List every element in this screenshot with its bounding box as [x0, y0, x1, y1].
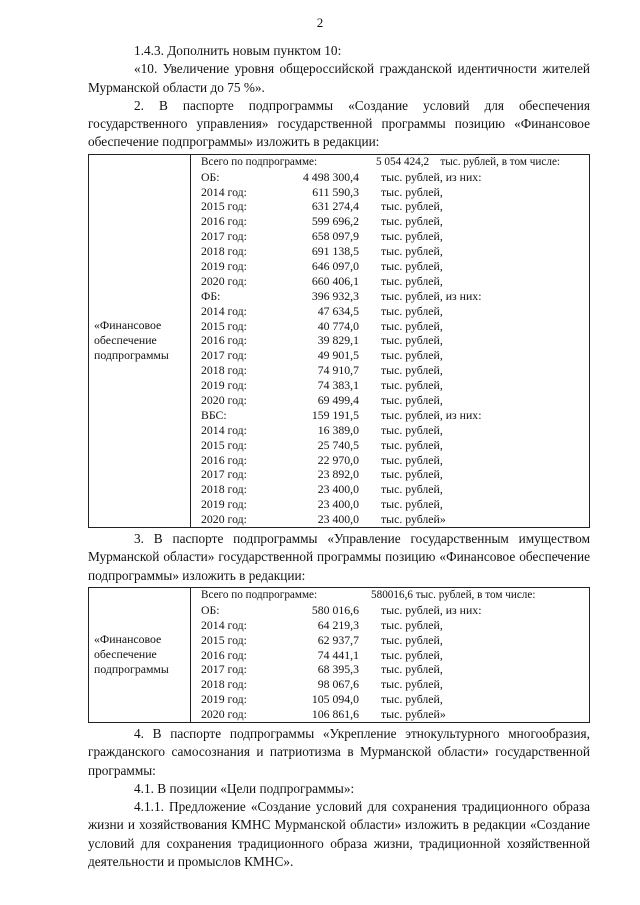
row-value: 49 901,5	[317, 348, 359, 363]
row-value: 611 590,3	[312, 184, 359, 199]
row-label: 2016 год:	[201, 214, 247, 229]
row-label: 2016 год:	[201, 452, 247, 467]
row-unit: тыс. рублей,	[381, 632, 443, 647]
row-unit: тыс. рублей,	[381, 617, 443, 632]
row-label: 2016 год:	[201, 333, 247, 348]
row-value: 68 395,3	[317, 662, 359, 677]
table-row	[201, 393, 589, 408]
row-label: ОБ:	[201, 169, 220, 184]
row-unit: тыс. рублей,	[381, 273, 443, 288]
table-row	[201, 289, 589, 304]
paragraph-section-2: 2. В паспорте подпрограммы «Создание условий для обеспечения государственного управления» государственной программы позицию «Финансовое обеспечение подпрограммы» изложить в редакции:	[88, 97, 590, 150]
row-label: ВБС:	[201, 407, 227, 422]
row-label: 2017 год:	[201, 662, 247, 677]
table-row	[201, 633, 589, 648]
row-label: 2015 год:	[201, 318, 247, 333]
paragraph-section-3: 3. В паспорте подпрограммы «Управление государственным имуществом Мурманской области» государственной программы позицию «Финансовое обеспечение подпрограммы» изложить в редакции:	[88, 531, 590, 583]
row-unit: тыс. рублей,	[381, 318, 443, 333]
row-unit: тыс. рублей, из них:	[381, 169, 482, 184]
row-value: 658 097,9	[311, 229, 359, 244]
paragraph-4-1: 4.1. В позиции «Цели подпрограммы»:	[134, 780, 355, 796]
paragraph-item-10: «10. Увеличение уровня общероссийской гражданской идентичности жителей Мурманской области до 75 %».	[88, 61, 590, 95]
row-unit: тыс. рублей,	[381, 229, 443, 244]
row-label: 2015 год:	[201, 199, 247, 214]
row-unit: тыс. рублей, из них:	[381, 407, 482, 422]
table-row	[201, 333, 589, 348]
row-unit: тыс. рублей,	[381, 259, 443, 274]
row-value: 23 400,0	[317, 482, 359, 497]
row-unit: тыс. рублей,	[381, 422, 443, 437]
row-label: 2019 год:	[201, 378, 247, 393]
table-row	[201, 423, 589, 438]
row-unit: тыс. рублей,	[381, 333, 443, 348]
table-row	[201, 453, 589, 468]
row-value: 646 097,0	[311, 259, 359, 274]
row-unit: тыс. рублей,	[381, 363, 443, 378]
row-value: 660 406,1	[311, 273, 359, 288]
table-row	[201, 244, 589, 259]
row-value: 23 400,0	[317, 512, 359, 527]
row-unit: тыс. рублей,	[381, 378, 443, 393]
table-row	[201, 319, 589, 334]
row-value: 631 274,4	[311, 199, 359, 214]
row-value: 74 910,7	[317, 363, 359, 378]
table-row	[201, 259, 589, 274]
row-label: 2019 год:	[201, 497, 247, 512]
row-value: 40 774,0	[317, 318, 359, 333]
total-label: Всего по подпрограмме:	[201, 588, 318, 601]
row-unit: тыс. рублей,	[381, 677, 443, 692]
row-label: 2020 год:	[201, 512, 247, 527]
table-row	[201, 304, 589, 319]
financing-table-1	[88, 154, 590, 528]
row-label: 2018 год:	[201, 482, 247, 497]
financing-table-2	[88, 587, 590, 723]
table-row	[201, 482, 589, 497]
row-label: ОБ:	[201, 602, 220, 617]
row-value: 22 970,0	[317, 452, 359, 467]
row-label: 2018 год:	[201, 363, 247, 378]
table-row	[201, 497, 589, 512]
paragraph-1-4-3: 1.4.3. Дополнить новым пунктом 10:	[134, 43, 342, 58]
row-unit: тыс. рублей,	[381, 393, 443, 408]
total-row	[201, 588, 589, 603]
table-row	[201, 618, 589, 633]
table-row	[201, 662, 589, 677]
row-unit: тыс. рублей»	[381, 512, 446, 527]
row-value: 98 067,6	[317, 677, 359, 692]
total-label: Всего по подпрограмме:	[201, 155, 318, 168]
row-value: 106 861,6	[311, 707, 359, 722]
row-value: 62 937,7	[317, 632, 359, 647]
row-label: 2020 год:	[201, 273, 247, 288]
row-label: 2014 год:	[201, 184, 247, 199]
table-row	[201, 170, 589, 185]
row-label: 2014 год:	[201, 422, 247, 437]
row-unit: тыс. рублей, из них:	[381, 288, 482, 303]
table-row	[201, 692, 589, 707]
financing-table-2-label: «Финансовое обеспечение подпрограммы	[89, 587, 191, 722]
financing-table-2-data	[191, 587, 590, 722]
row-value: 47 634,5	[317, 303, 359, 318]
row-label: 2017 год:	[201, 467, 247, 482]
row-unit: тыс. рублей,	[381, 467, 443, 482]
row-unit: тыс. рублей,	[381, 452, 443, 467]
row-unit: тыс. рублей,	[381, 692, 443, 707]
row-label: 2015 год:	[201, 437, 247, 452]
row-unit: тыс. рублей, из них:	[381, 602, 482, 617]
table-row	[201, 274, 589, 289]
row-value: 74 441,1	[317, 647, 359, 662]
financing-table-1-rows	[201, 170, 589, 527]
table-row	[201, 648, 589, 663]
row-unit: тыс. рублей,	[381, 482, 443, 497]
table-row	[201, 348, 589, 363]
total-value-unit: 580016,6 тыс. рублей, в том числе:	[371, 588, 536, 601]
financing-table-1-data	[191, 154, 590, 527]
row-label: 2018 год:	[201, 244, 247, 259]
row-unit: тыс. рублей,	[381, 348, 443, 363]
row-unit: тыс. рублей»	[381, 707, 446, 722]
row-label: 2017 год:	[201, 348, 247, 363]
row-unit: тыс. рублей,	[381, 214, 443, 229]
paragraph-4-1-1: 4.1.1. Предложение «Создание условий для сохранения традиционного образа жизни и хозяйствования КМНС Мурманской области» изложить в редакции «Создание условий для сохранения традиционного образа жизни, традиционной хозяйственной деятельности и промыслов КМНС».	[88, 799, 590, 870]
paragraph-section-4: 4. В паспорте подпрограммы «Укрепление этнокультурного многообразия, гражданского самосознания и патриотизма в Мурманской области» государственной программы:	[88, 725, 590, 778]
row-unit: тыс. рублей,	[381, 662, 443, 677]
table-row	[201, 229, 589, 244]
financing-table-1-label: «Финансовое обеспечение подпрограммы	[89, 154, 191, 527]
row-value: 23 400,0	[317, 497, 359, 512]
row-label: 2017 год:	[201, 229, 247, 244]
row-unit: тыс. рублей,	[381, 199, 443, 214]
row-value: 159 191,5	[311, 407, 359, 422]
row-label: 2018 год:	[201, 677, 247, 692]
row-unit: тыс. рублей,	[381, 497, 443, 512]
row-label: 2015 год:	[201, 632, 247, 647]
row-value: 39 829,1	[317, 333, 359, 348]
row-value: 74 383,1	[317, 378, 359, 393]
row-label: 2016 год:	[201, 647, 247, 662]
table-row	[201, 603, 589, 618]
row-unit: тыс. рублей,	[381, 184, 443, 199]
row-label: 2019 год:	[201, 692, 247, 707]
row-label: 2014 год:	[201, 617, 247, 632]
row-value: 691 138,5	[311, 244, 359, 259]
document-body	[88, 42, 590, 871]
table-row	[201, 378, 589, 393]
page-number: 2	[316, 15, 324, 30]
row-value: 16 389,0	[317, 422, 359, 437]
table-row	[201, 467, 589, 482]
row-unit: тыс. рублей,	[381, 244, 443, 259]
row-value: 396 932,3	[311, 288, 359, 303]
row-value: 4 498 300,4	[302, 169, 359, 184]
row-value: 599 696,2	[311, 214, 359, 229]
row-value: 105 094,0	[311, 692, 359, 707]
row-value: 64 219,3	[317, 617, 359, 632]
table-row	[201, 512, 589, 527]
table-row	[201, 214, 589, 229]
total-row	[201, 155, 589, 170]
table-row	[201, 677, 589, 692]
table-row	[201, 363, 589, 378]
row-label: ФБ:	[201, 288, 221, 303]
table-row	[201, 185, 589, 200]
row-unit: тыс. рублей,	[381, 647, 443, 662]
financing-table-2-rows	[201, 603, 589, 722]
row-label: 2019 год:	[201, 259, 247, 274]
row-label: 2014 год:	[201, 303, 247, 318]
row-value: 69 499,4	[317, 393, 359, 408]
table-row	[201, 438, 589, 453]
row-unit: тыс. рублей,	[381, 437, 443, 452]
row-label: 2020 год:	[201, 707, 247, 722]
table-row	[201, 408, 589, 423]
row-label: 2020 год:	[201, 393, 247, 408]
total-value-unit: 5 054 424,2 тыс. рублей, в том числе:	[376, 155, 561, 168]
row-unit: тыс. рублей,	[381, 303, 443, 318]
row-value: 25 740,5	[317, 437, 359, 452]
table-row	[201, 199, 589, 214]
row-value: 23 892,0	[317, 467, 359, 482]
row-value: 580 016,6	[311, 602, 359, 617]
table-row	[201, 707, 589, 722]
